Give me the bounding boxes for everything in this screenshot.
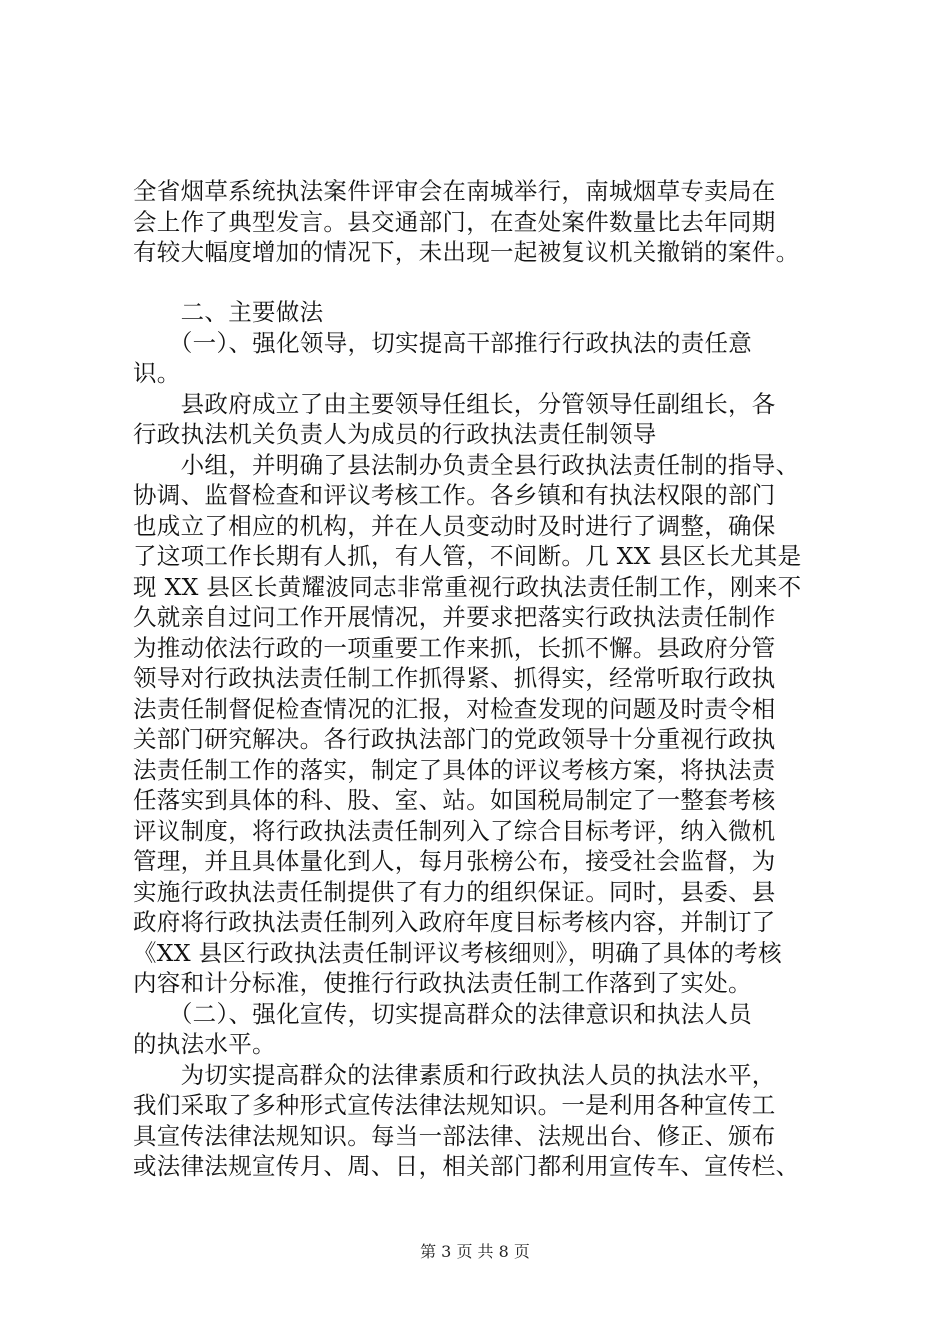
- text-line: 我们采取了多种形式宣传法律法规知识。一是利用各种宣传工: [133, 1091, 776, 1119]
- text-line: 评议制度，将行政执法责任制列入了综合目标考评，纳入微机: [133, 816, 776, 845]
- text-line: [133, 1182, 823, 1213]
- text-line: 内容和计分标准，使推行行政执法责任制工作落到了实处。: [133, 969, 752, 997]
- text-line: （二）、强化宣传，切实提高群众的法律意识和执法人员: [133, 999, 753, 1028]
- subsection-heading: 的执法水平。: [133, 1030, 276, 1058]
- subsection-heading: （一）、强化领导，切实提高干部推行行政执法的责任意: [133, 328, 753, 357]
- text-line: 管理，并且具体量化到人，每月张榜公布，接受社会监督，为: [133, 847, 776, 875]
- text-line: 为推动依法行政的一项重要工作来抓，长抓不懈。县政府分管: [133, 633, 776, 662]
- section-heading: 二、主要做法: [133, 298, 324, 326]
- text-line: 法责任制督促检查情况的汇报，对检查发现的问题及时责令相: [133, 694, 776, 723]
- text-line: 县政府成立了由主要领导任组长，分管领导任副组长，各: [133, 389, 776, 418]
- text-line: 政府将行政执法责任制列入政府年度目标考核内容，并制订了: [133, 908, 776, 936]
- page-number-footer: 第 3 页 共 8 页: [420, 1242, 530, 1261]
- text-line: 了这项工作长期有人抓，有人管，不间断。几 XX 县区长尤其是: [133, 542, 802, 570]
- text-line: 法责任制工作的落实，制定了具体的评议考核方案，将执法责: [133, 755, 776, 784]
- text-line: 小组，并明确了县法制办负责全县行政执法责任制的指导、: [133, 450, 800, 479]
- text-line: 会上作了典型发言。县交通部门，在查处案件数量比去年同期: [133, 207, 776, 236]
- text-line: 也成立了相应的机构，并在人员变动时及时进行了调整，确保: [133, 511, 776, 540]
- subsection-heading: 识。: [133, 359, 181, 387]
- text-line: 具宣传法律法规知识。每当一部法律、法规出台、修正、颁布: [133, 1121, 776, 1150]
- text-line: 全省烟草系统执法案件评审会在南城举行，南城烟草专卖局在: [133, 177, 776, 205]
- text-line: 有较大幅度增加的情况下，未出现一起被复议机关撤销的案件。: [133, 238, 800, 266]
- text-line: 领导对行政执法责任制工作抓得紧、抓得实，经常听取行政执: [133, 664, 776, 692]
- text-line: 任落实到具体的科、股、室、站。如国税局制定了一整套考核: [133, 786, 776, 814]
- text-line: 关部门研究解决。各行政执法部门的党政领导十分重视行政执: [133, 725, 776, 753]
- text-line: 现 XX 县区长黄耀波同志非常重视行政执法责任制工作，刚来不: [133, 572, 802, 601]
- paragraph-case-review: [133, 176, 823, 268]
- text-line: 协调、监督检查和评议考核工作。各乡镇和有执法权限的部门: [133, 481, 776, 509]
- text-line: 行政执法机关负责人为成员的行政执法责任制领导: [133, 420, 657, 448]
- document-body: [133, 297, 823, 1212]
- text-line: 实施行政执法责任制提供了有力的组织保证。同时，县委、县: [133, 877, 776, 906]
- text-line: 或法律法规宣传月、周、日，相关部门都利用宣传车、宣传栏、: [133, 1152, 800, 1180]
- text-line: 《XX 县区行政执法责任制评议考核细则》，明确了具体的考核: [133, 938, 782, 967]
- subsection-heading: 为切实提高群众的法律素质和行政执法人员的执法水平，: [133, 1060, 776, 1089]
- text-line: 久就亲自过问工作开展情况，并要求把落实行政执法责任制作: [133, 603, 776, 631]
